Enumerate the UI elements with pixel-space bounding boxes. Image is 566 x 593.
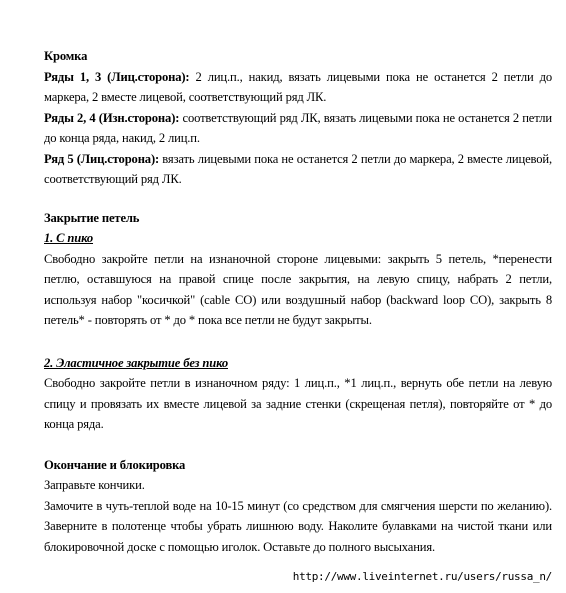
row-text: вязать лицевыми пока не останется 2 петли до маркера, 2 вместе лицевой, соответствующий ряд ЛК. bbox=[44, 151, 552, 186]
method2-title: 2. Эластичное закрытие без пико bbox=[44, 355, 228, 370]
row-label: Ряд 5 (Лиц.сторона): bbox=[44, 151, 160, 166]
finish-heading: Окончание и блокировка bbox=[44, 457, 186, 472]
row-text: соответствующий ряд ЛК, вязать лицевыми пока не останется 2 петли до конца ряда, накид, 2 лиц.п. bbox=[44, 110, 552, 145]
finish-line-1: Заправьте кончики. bbox=[44, 478, 145, 492]
source-url: http://www.liveinternet.ru/users/russa_n/ bbox=[292, 570, 552, 583]
method2-text: Свободно закройте петли в изнаночном ряду: 1 лиц.п., *1 лиц.п., вернуть обе петли на левую спицу и провязать их вместе лицевой за задние стенки (скрещеная петля), повторяйте от * до конца ряда. bbox=[44, 376, 552, 431]
bindoff-heading: Закрытие петель bbox=[44, 210, 140, 225]
finish-section bbox=[44, 455, 552, 558]
edge-row-3 bbox=[44, 149, 552, 190]
pattern-page bbox=[44, 46, 552, 557]
method1-text: Свободно закройте петли на изнаночной стороне лицевыми: закрыть 5 петель, *перенести петлю, оставшуюся на правой спице после закрытия, на левую спицу, набрать 2 петли, используя набор "косичкой" (cable CO) или воздушный набор (backward loop CO), закрыть 8 петель* - повторять от * до * пока все петли не будут закрыты. bbox=[44, 251, 552, 327]
row-label: Ряды 1, 3 (Лиц.сторона): bbox=[44, 69, 190, 84]
row-label: Ряды 2, 4 (Изн.сторона): bbox=[44, 110, 180, 125]
edge-row-2 bbox=[44, 108, 552, 149]
edge-row-1 bbox=[44, 67, 552, 108]
finish-line-2: Замочите в чуть-теплой воде на 10-15 минут (со средством для смягчения шерсти по желанию). Заверните в полотенце чтобы убрать лишнюю воду. Наколите булавками на чистой ткани или блокировочной доске с помощью иголок. Оставьте до полного высыхания. bbox=[44, 498, 552, 554]
row-text: 2 лиц.п., накид, вязать лицевыми пока не останется 2 петли до маркера, 2 вместе лицевой, соответствующий ряд ЛК. bbox=[44, 69, 552, 104]
method2-section bbox=[44, 353, 552, 435]
bindoff-section bbox=[44, 208, 552, 331]
method1-title: 1. С пико bbox=[44, 231, 94, 245]
edge-heading: Кромка bbox=[44, 49, 88, 63]
